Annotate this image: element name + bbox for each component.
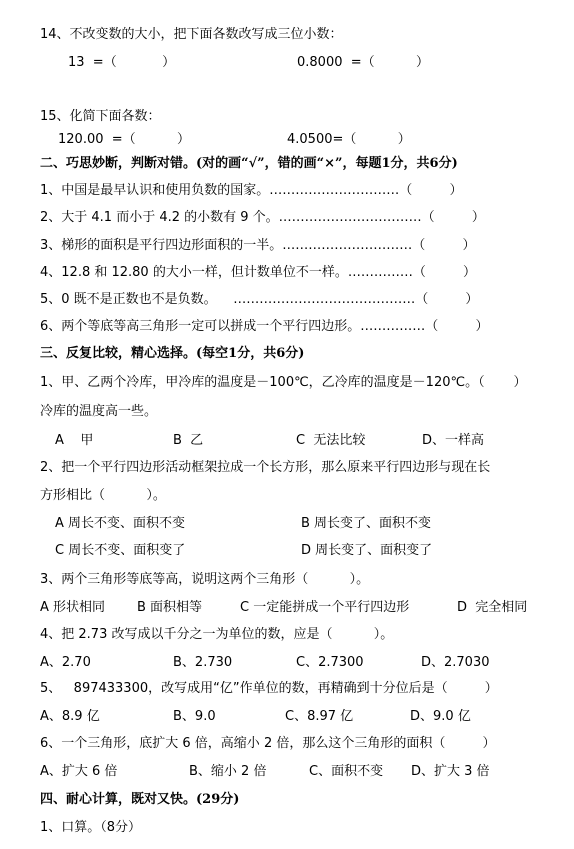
choice-q4-line1: 4、把 2.73 改写成以千分之一为单位的数，应是（ ）。: [40, 627, 394, 642]
choice-q1-option-a: A 甲: [55, 433, 94, 448]
choice-q2-option-b: B 周长变了、面积不变: [301, 516, 432, 531]
choice-q6-option-a: A、扩大 6 倍: [40, 764, 118, 779]
choice-q3-option-a: A 形状相同: [40, 600, 106, 615]
choice-q1-option-c: C 无法比较: [296, 433, 366, 448]
judge-item-2: 2、大于 4.1 而小于 4.2 的小数有 9 个。……………………………（ ）: [40, 210, 485, 225]
q15-item-a: 120.00 =（ ）: [58, 132, 190, 147]
choice-q5-option-d: D、9.0 亿: [410, 709, 471, 724]
choice-q6-option-c: C、面积不变: [309, 764, 384, 779]
choice-q2-line1: 2、把一个平行四边形活动框架拉成一个长方形，那么原来平行四边形与现在长: [40, 460, 491, 475]
choice-q2-line2: 方形相比（ ）。: [40, 488, 166, 503]
choice-q1-line2: 冷库的温度高一些。: [40, 404, 158, 419]
choice-q2-option-a: A 周长不变、面积不变: [55, 516, 186, 531]
choice-q3-option-d: D 完全相同: [457, 600, 528, 615]
section-2-heading: 二、巧思妙断，判断对错。(对的画“√”，错的画“×”，每题1分，共6分): [40, 156, 458, 171]
choice-q5-line1: 5、 897433300，改写成用“亿”作单位的数，再精确到十分位后是（ ）: [40, 681, 498, 696]
choice-q2-option-c: C 周长不变、面积变了: [55, 543, 186, 558]
choice-q4-option-b: B、2.730: [173, 655, 233, 670]
choice-q5-option-c: C、8.97 亿: [285, 709, 354, 724]
choice-q5-option-b: B、9.0: [173, 709, 216, 724]
choice-q1-option-d: D、一样高: [422, 433, 485, 448]
choice-q5-option-a: A、8.9 亿: [40, 709, 100, 724]
judge-item-5: 5、0 既不是正数也不是负数。 ……………………………………（ ）: [40, 292, 479, 307]
judge-item-4: 4、12.8 和 12.80 的大小一样，但计数单位不一样。……………（ ）: [40, 265, 477, 280]
q14-item-b: 0.8000 =（ ）: [297, 55, 429, 70]
q14-title: 14、不改变数的大小，把下面各数改写成三位小数：: [40, 27, 343, 42]
section-3-heading: 三、反复比较，精心选择。(每空1分，共6分): [40, 346, 305, 361]
calc-q1-title: 1、口算。（8分）: [40, 820, 142, 835]
judge-item-6: 6、两个等底等高三角形一定可以拼成一个平行四边形。……………（ ）: [40, 319, 489, 334]
choice-q4-option-a: A、2.70: [40, 655, 91, 670]
choice-q2-option-d: D 周长变了、面积变了: [301, 543, 433, 558]
judge-item-1: 1、中国是最早认识和使用负数的国家。…………………………（ ）: [40, 183, 463, 198]
choice-q6-option-d: D、扩大 3 倍: [411, 764, 490, 779]
q15-title: 15、化简下面各数：: [40, 109, 161, 124]
choice-q3-line1: 3、两个三角形等底等高，说明这两个三角形（ ）。: [40, 572, 370, 587]
choice-q3-option-b: B 面积相等: [137, 600, 203, 615]
choice-q1-line1: 1、甲、乙两个冷库，甲冷库的温度是－100℃，乙冷库的温度是－120℃。（ ）: [40, 375, 527, 390]
choice-q1-option-b: B 乙: [173, 433, 204, 448]
choice-q4-option-c: C、2.7300: [296, 655, 364, 670]
choice-q6-line1: 6、一个三角形，底扩大 6 倍，高缩小 2 倍，那么这个三角形的面积（ ）: [40, 736, 496, 751]
judge-item-3: 3、梯形的面积是平行四边形面积的一半。…………………………（ ）: [40, 238, 476, 253]
q15-item-b: 4.0500=（ ）: [287, 132, 411, 147]
choice-q4-option-d: D、2.7030: [421, 655, 490, 670]
q14-item-a: 13 =（ ）: [68, 55, 176, 70]
choice-q6-option-b: B、缩小 2 倍: [189, 764, 267, 779]
choice-q3-option-c: C 一定能拼成一个平行四边形: [240, 600, 410, 615]
section-4-heading: 四、耐心计算，既对又快。(29分): [40, 792, 240, 807]
